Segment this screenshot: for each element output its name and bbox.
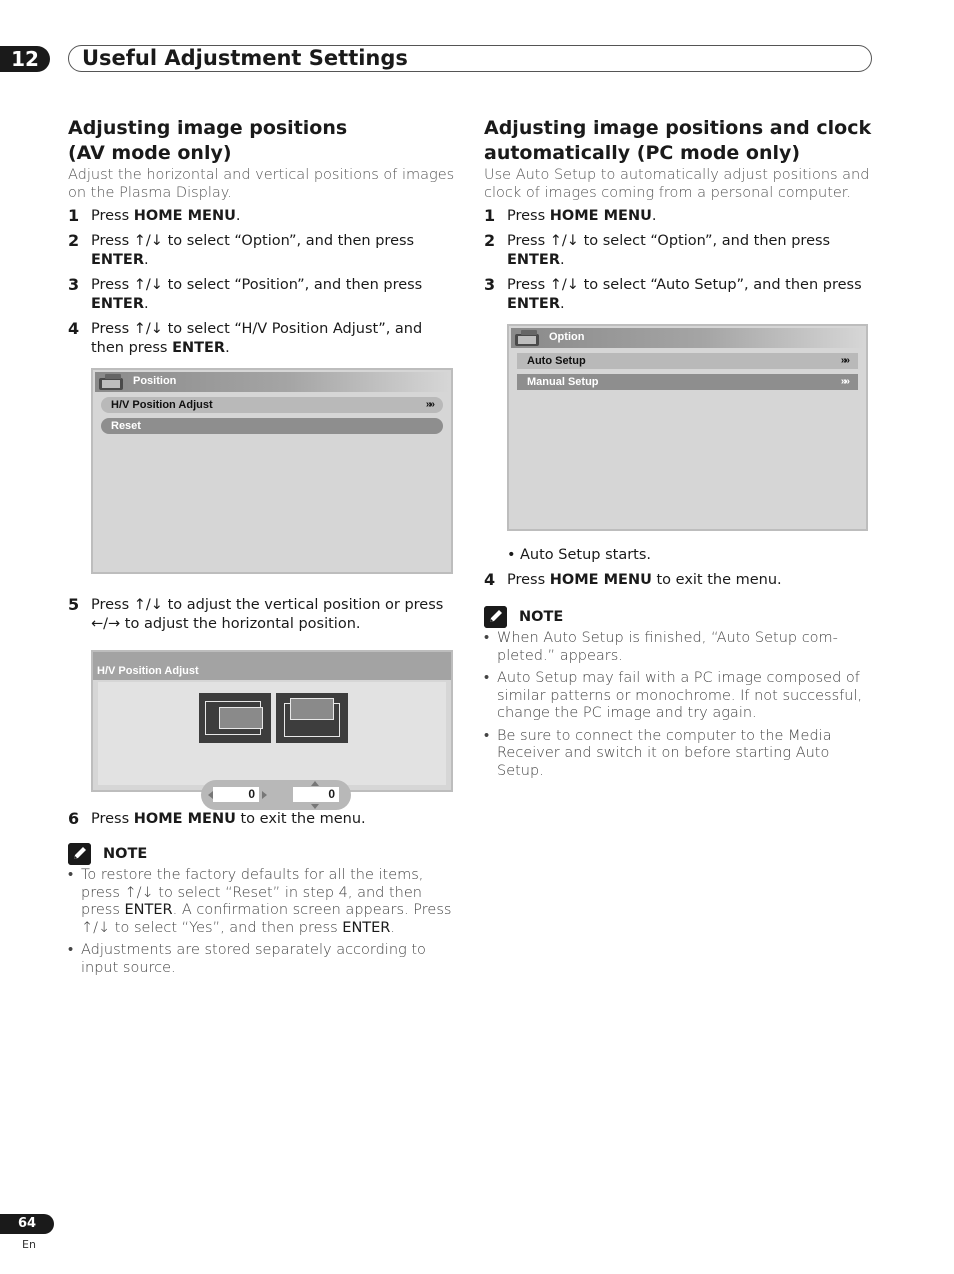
step-4 (68, 320, 458, 358)
bullet-dot: • (507, 547, 516, 563)
step-number: 4 (484, 570, 496, 589)
step-text-end: . (235, 208, 241, 224)
note-text: Be sure to connect the computer to the Media Receiver and switch it on before starting Auto Setup. (497, 727, 832, 779)
step-text-end: . (651, 208, 657, 224)
step-1 (484, 207, 874, 226)
osd-title: Option (511, 328, 864, 348)
note-header (68, 843, 458, 867)
frame-shifted (290, 698, 334, 720)
pencil-note-icon (68, 843, 91, 865)
step-3 (484, 276, 874, 314)
step-3 (68, 276, 458, 314)
step-number: 2 (68, 231, 80, 250)
step-key: ENTER (172, 340, 226, 356)
osd-hv-position-adjust (91, 650, 453, 801)
heading-line-2: automatically (PC mode only) (484, 142, 801, 164)
note-bullet (68, 867, 458, 937)
frame-shifted (219, 707, 263, 729)
arrow-up-icon[interactable] (311, 781, 319, 786)
step-key: HOME MENU (133, 208, 236, 224)
menu-item-label: Manual Setup (527, 376, 599, 388)
step-key: HOME MENU (549, 572, 652, 588)
note-bullet (484, 728, 874, 781)
step-number: 6 (68, 809, 80, 828)
step-text: Press ↑/↓ to select “Position”, and then press (91, 277, 423, 293)
menu-item-label: H/V Position Adjust (111, 399, 213, 411)
heading-line-1: Adjusting image positions (68, 117, 348, 139)
chevron-right-icon: »» (425, 399, 433, 410)
note-text: To restore the factory defaults for all the items, press ↑/↓ to select “Reset” in step 4, and then press (81, 867, 424, 918)
menu-item-manual-setup[interactable] (517, 374, 858, 390)
step-4 (484, 571, 874, 590)
section-heading-av (68, 116, 458, 166)
note-text: Auto Setup may fail with a PC image composed of similar patterns or monochrome. If not successful, change the PC image and try again. (497, 670, 863, 721)
note-label: NOTE (519, 609, 564, 625)
chevron-right-icon: »» (840, 355, 848, 366)
chapter-title: Useful Adjustment Settings (82, 46, 408, 70)
note-bullet (68, 942, 458, 977)
horizontal-position-preview (199, 693, 271, 743)
pencil-note-icon (484, 606, 507, 628)
osd-option-menu (507, 324, 868, 531)
bullet-dot: • (68, 867, 74, 883)
arrow-right-icon[interactable] (262, 791, 267, 799)
step-key: ENTER (507, 252, 561, 268)
step-key: HOME MENU (549, 208, 652, 224)
step-text-end: . (560, 252, 565, 268)
menu-item-label: Reset (111, 420, 141, 432)
heading-line-1: Adjusting image positions and clock (484, 117, 872, 139)
step-2 (484, 232, 874, 270)
note-header (484, 606, 874, 630)
step-number: 1 (484, 206, 496, 225)
step-6 (68, 810, 458, 829)
bullet-dot: • (484, 670, 490, 686)
step-text: Press ↑/↓ to select “Auto Setup”, and then press (507, 277, 862, 293)
page-number: 64 (0, 1214, 54, 1234)
note-label: NOTE (103, 846, 148, 862)
bullet-dot: • (68, 942, 74, 958)
bullet-dot: • (484, 727, 490, 744)
step-text: Press ↑/↓ to select “Option”, and then press (91, 233, 415, 249)
step-text: Press ↑/↓ to select “Option”, and then press (507, 233, 831, 249)
step-number: 2 (484, 231, 496, 250)
menu-tools-icon (97, 372, 127, 392)
step-text: Press (91, 208, 134, 224)
hv-value-control[interactable] (201, 780, 351, 810)
right-column (484, 116, 874, 785)
step-text-end: . (560, 296, 565, 312)
step-number: 1 (68, 206, 80, 225)
step-2 (68, 232, 458, 270)
menu-item-label: Auto Setup (527, 355, 586, 367)
step-text-end: . (144, 252, 149, 268)
horizontal-value: 0 (213, 787, 259, 802)
step-key: ENTER (91, 252, 145, 268)
chapter-number-badge: 12 (0, 46, 50, 72)
menu-item-reset[interactable] (101, 418, 443, 434)
note-bullet (484, 670, 874, 723)
step-text: Press (91, 811, 134, 827)
step-number: 3 (484, 275, 496, 294)
note-text: Adjustments are stored separately according to input source. (81, 942, 426, 976)
note-text: . A confirmation screen appears. Press ↑/↓ to select “Yes”, and then press (81, 902, 452, 936)
note-bullet (484, 630, 874, 665)
section-intro: Adjust the horizontal and vertical positions of images on the Plasma Display. (68, 167, 455, 201)
hv-adjust-panel (98, 682, 446, 801)
bullet-dot: • (484, 630, 490, 646)
vertical-value: 0 (293, 787, 339, 802)
osd-position-menu (91, 368, 453, 574)
left-column (68, 116, 458, 982)
note-text: When Auto Setup is finished, “Auto Setup com-pleted.” appears. (497, 630, 838, 664)
step-result-text: Auto Setup starts. (520, 547, 652, 563)
section-heading-pc (484, 116, 874, 166)
step-number: 3 (68, 275, 80, 294)
step-number: 4 (68, 319, 80, 338)
note-key: ENTER (342, 919, 391, 936)
heading-line-2: (AV mode only) (68, 142, 232, 164)
chevron-right-icon: »» (840, 376, 848, 387)
language-code: En (22, 1238, 36, 1251)
osd-title: H/V Position Adjust (93, 652, 451, 680)
section-intro: Use Auto Setup to automatically adjust positions and clock of images coming from a personal computer. (484, 167, 870, 201)
note-key: ENTER (124, 902, 173, 918)
step-text-end: . (144, 296, 149, 312)
step-result (484, 546, 874, 565)
step-text: Press ↑/↓ to adjust the vertical position or press ←/→ to adjust the horizontal position. (91, 597, 444, 632)
step-text-end: . (225, 340, 230, 356)
step-text-end: to exit the menu. (651, 572, 782, 588)
vertical-position-preview (276, 693, 348, 743)
step-1 (68, 207, 458, 226)
step-text: Press ↑/↓ to select “H/V Position Adjust”, and then press (91, 321, 423, 356)
arrow-down-icon[interactable] (311, 804, 319, 809)
menu-item-auto-setup[interactable] (517, 353, 858, 369)
step-key: ENTER (91, 296, 145, 312)
step-text: Press (507, 208, 550, 224)
step-5 (68, 596, 458, 634)
osd-title: Position (95, 372, 449, 392)
step-number: 5 (68, 595, 80, 614)
menu-item-hv-position-adjust[interactable] (101, 397, 443, 413)
note-text: . (390, 919, 395, 936)
menu-tools-icon (513, 328, 543, 348)
step-key: HOME MENU (133, 811, 236, 827)
step-key: ENTER (507, 296, 561, 312)
step-text: Press (507, 572, 550, 588)
step-text-end: to exit the menu. (235, 811, 366, 827)
